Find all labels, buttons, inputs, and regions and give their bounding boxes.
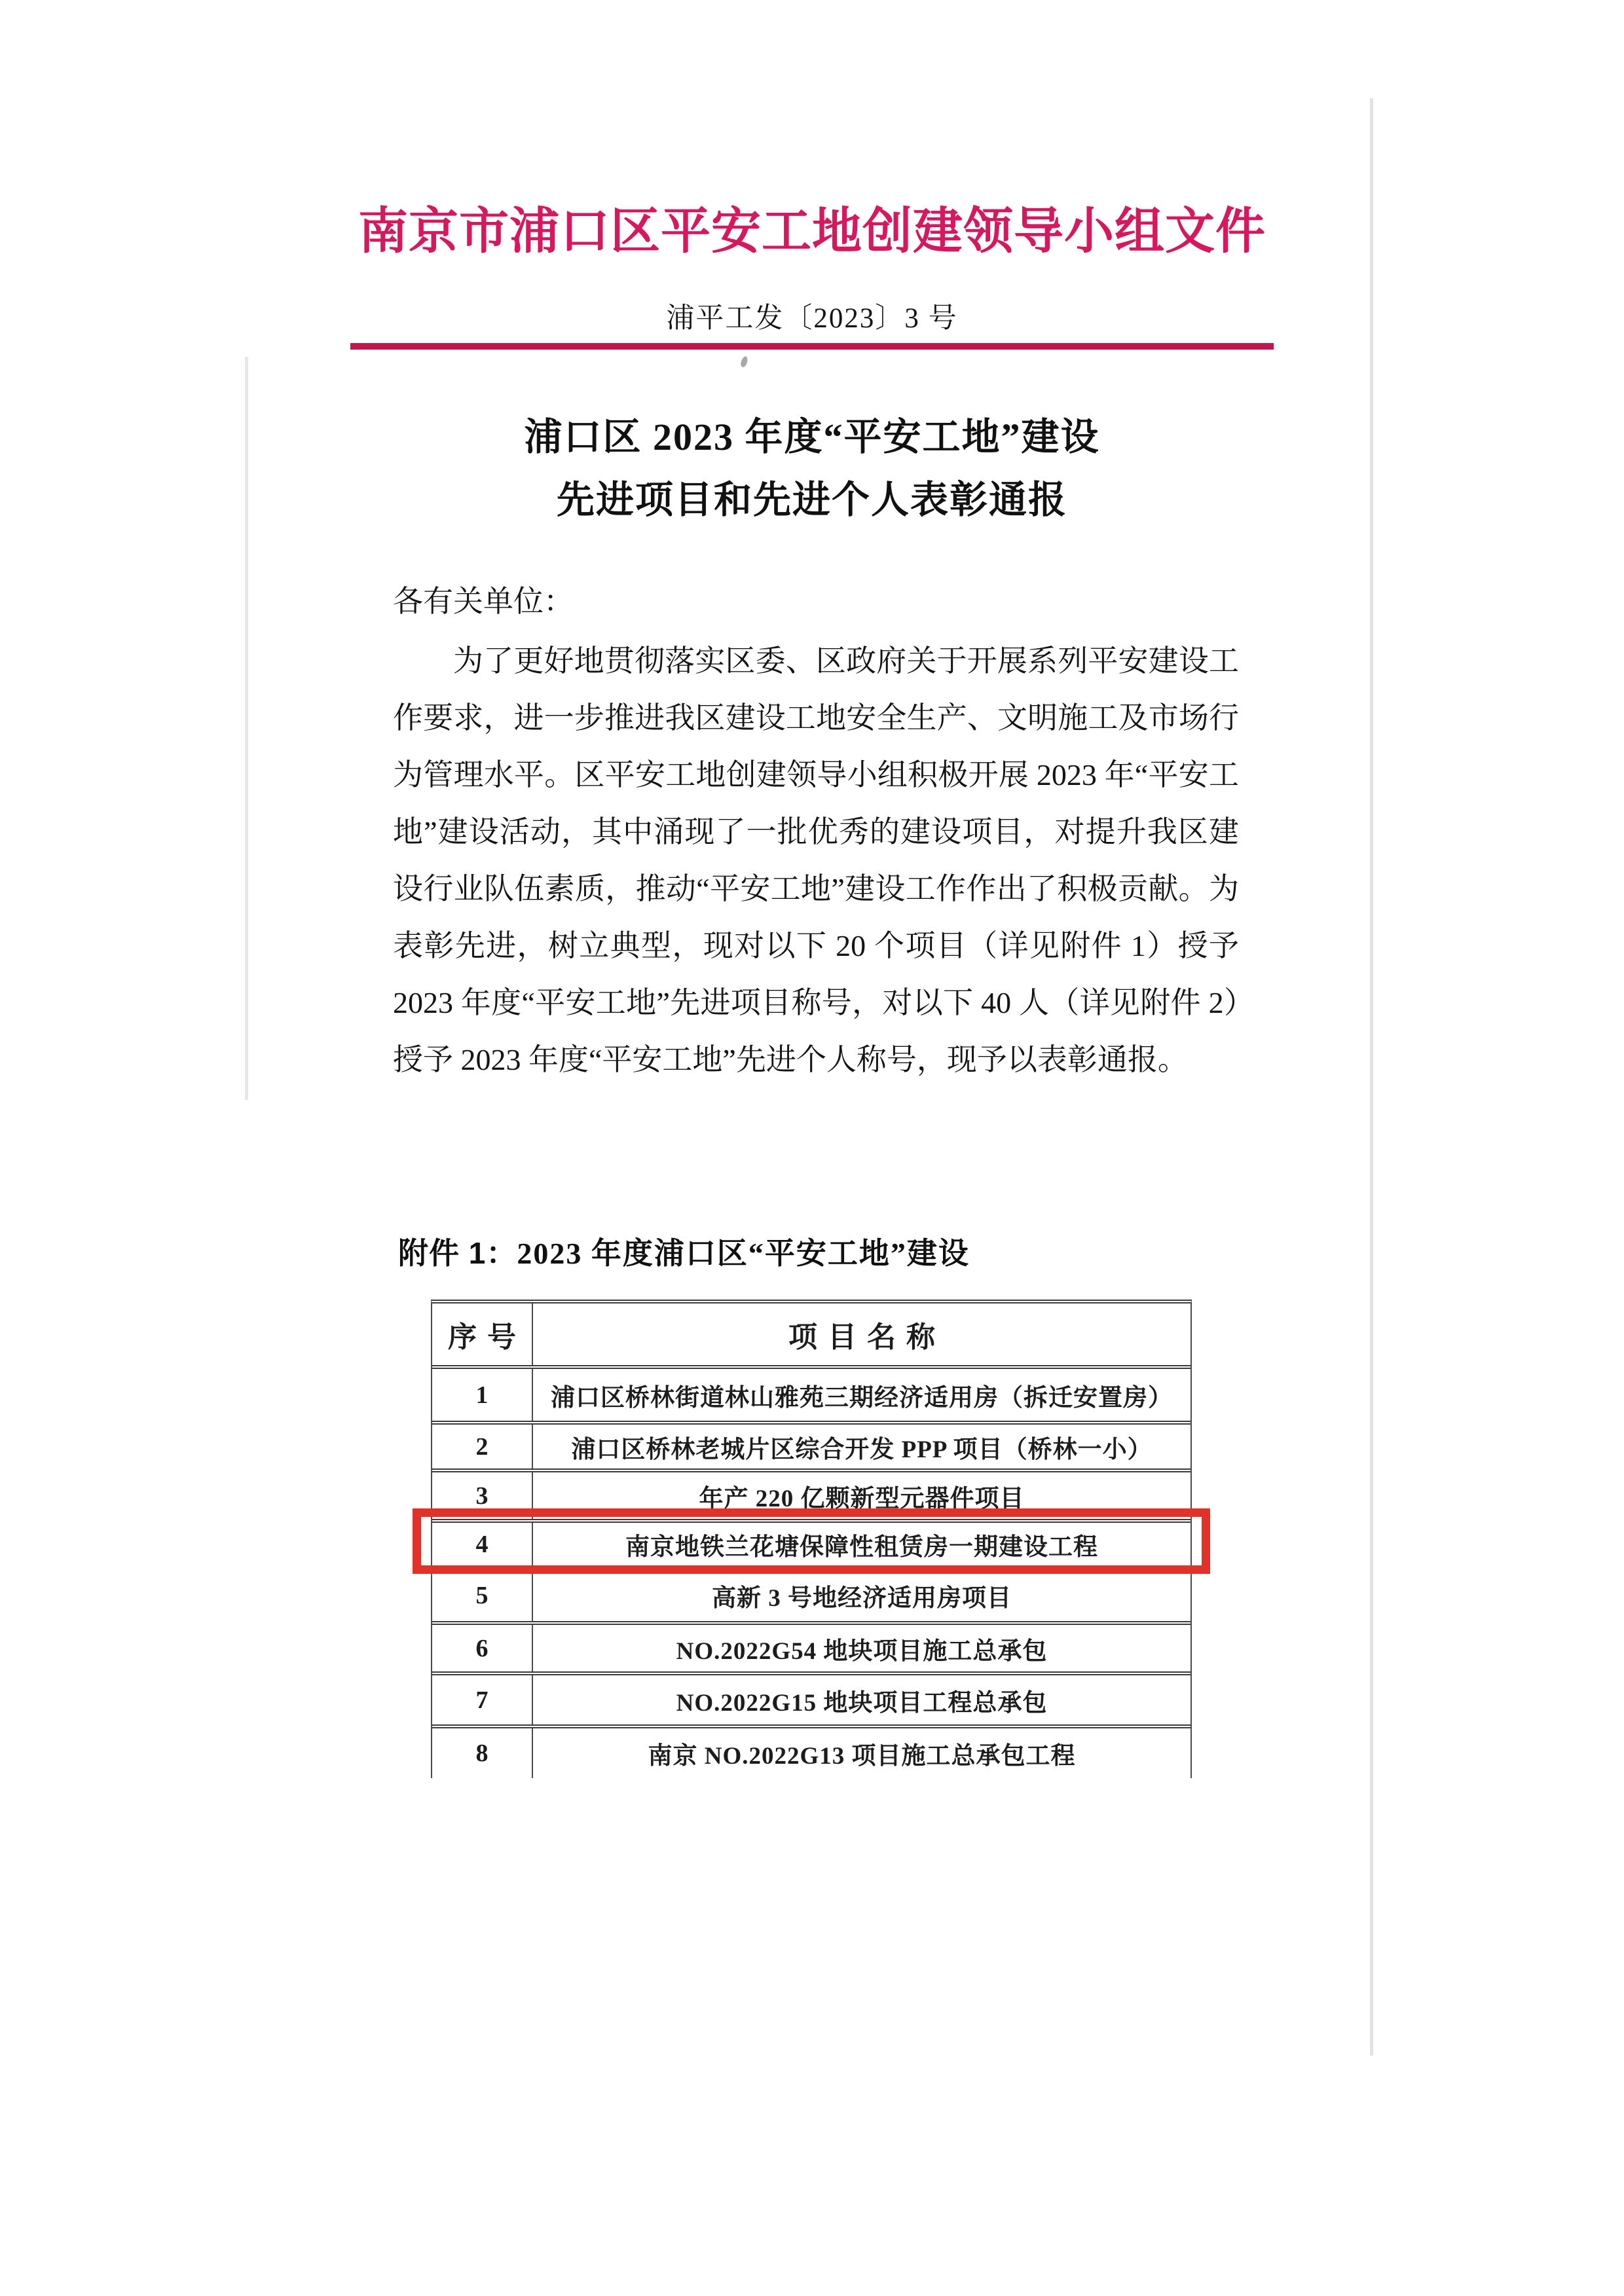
table-row [432, 1523, 1190, 1570]
document-title-line1: 浦口区 2023 年度“平安工地”建设 [524, 416, 1100, 458]
red-rule-divider [350, 343, 1274, 350]
table-row-no: 3 [432, 1472, 533, 1519]
table-row-no: 4 [432, 1523, 533, 1566]
table-header-name: 项目名称 [788, 1321, 946, 1353]
table-row-name: 高新 3 号地经济适用房项目 [712, 1585, 1012, 1612]
table-row [432, 1728, 1190, 1778]
salutation: 各有关单位： [393, 585, 574, 618]
document-title-line2: 先进项目和先进个人表彰通报 [556, 479, 1067, 521]
table-header-no: 序号 [432, 1303, 533, 1365]
attachment-heading [398, 1230, 970, 1273]
body-paragraph: 为了更好地贯彻落实区委、区政府关于开展系列平安建设工作要求，进一步推进我区建设工地安全生产、文明施工及市场行为管理水平。区平安工地创建领导小组积极开展 2023 年“平安工地”建设活动，其中涌现了一批优秀的建设项目，对提升我区建设行业队伍素质，推动“平安工地”建设工作作出了积极贡献。为表彰先进，树立典型，现对以下 20 个项目（详见附件 1）授予 2023 年度“平安工地”先进项目称号，对以下 40 人（详见附件 2）授予 2023 年度“平安工地”先进个人称号，现予以表彰通报。 [393, 644, 1239, 1076]
table-row-no: 8 [432, 1728, 533, 1778]
table-row-no: 5 [432, 1570, 533, 1621]
table-row-name: 年产 220 亿颗新型元器件项目 [699, 1485, 1025, 1512]
attachment-title: 2023 年度浦口区“平安工地”建设 [517, 1237, 970, 1270]
table-row [432, 1369, 1190, 1425]
table-row-name: 南京 NO.2022G13 项目施工总承包工程 [648, 1743, 1076, 1770]
table-row-name: 浦口区桥林街道林山雅苑三期经济适用房（拆迁安置房） [551, 1384, 1173, 1412]
letterhead-title: 南京市浦口区平安工地创建领导小组文件 [358, 204, 1266, 259]
table-row-name: 浦口区桥林老城片区综合开发 PPP 项目（桥林一小） [571, 1436, 1153, 1463]
table-row-no: 7 [432, 1675, 533, 1724]
table-body [432, 1369, 1190, 1778]
scan-artifact-right-line [1370, 98, 1373, 2056]
table-row-name: NO.2022G15 地块项目工程总承包 [676, 1689, 1048, 1717]
table-row-name: 南京地铁兰花塘保障性租赁房一期建设工程 [625, 1534, 1098, 1561]
table-row [432, 1675, 1190, 1728]
table-row [432, 1570, 1190, 1625]
table-row-no: 2 [432, 1425, 533, 1468]
projects-table [431, 1300, 1192, 1778]
document-number: 浦平工发〔2023〕3 号 [666, 303, 958, 334]
table-row-name: NO.2022G54 地块项目施工总承包 [676, 1637, 1048, 1665]
table-row-no: 6 [432, 1625, 533, 1671]
table-row-no: 1 [432, 1369, 533, 1421]
table-row [432, 1425, 1190, 1472]
table-row [432, 1472, 1190, 1523]
document-title [0, 406, 1624, 532]
attachment-label: 附件 1： [398, 1236, 517, 1270]
scan-artifact-speck [740, 355, 749, 368]
table-row [432, 1625, 1190, 1675]
table-header-row [432, 1303, 1190, 1369]
